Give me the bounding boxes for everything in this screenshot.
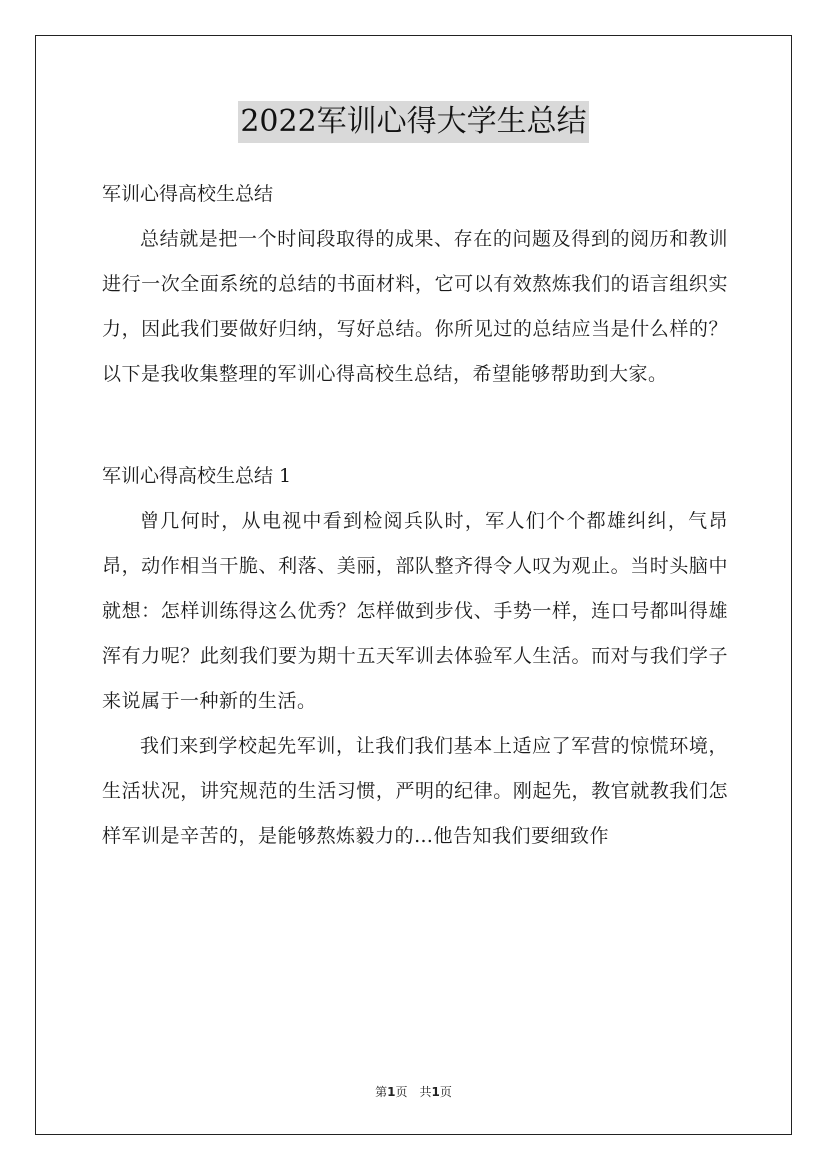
document-body bbox=[102, 172, 728, 859]
page-footer bbox=[0, 1083, 827, 1100]
body-paragraph-2: 我们来到学校起先军训，让我们我们基本上适应了军营的惊慌环境，生活状况，讲究规范的生活习惯，严明的纪律。刚起先，教官就教我们怎样军训是辛苦的，是能够熬炼毅力的…他告知我们要细致作 bbox=[102, 735, 728, 847]
body-paragraph-1: 曾几何时，从电视中看到检阅兵队时，军人们个个都雄纠纠，气昂昂，动作相当干脆、利落、美丽，部队整齐得令人叹为观止。当时头脑中就想：怎样训练得这么优秀？怎样做到步伐、手势一样，连口号都叫得雄浑有力呢？此刻我们要为期十五天军训去体验军人生活。而对与我们学子来说属于一种新的生活。 bbox=[102, 510, 728, 712]
section-heading-intro: 军训心得高校生总结 bbox=[102, 183, 274, 205]
document-title: 2022军训心得大学生总结 bbox=[238, 101, 588, 143]
footer-page-prefix: 第 bbox=[375, 1085, 388, 1099]
footer-page-mid: 页 共 bbox=[395, 1085, 432, 1099]
footer-page-number: 1 bbox=[387, 1085, 396, 1099]
footer-total-pages: 1 bbox=[431, 1085, 440, 1099]
section-spacer bbox=[102, 397, 728, 454]
section-heading-1: 军训心得高校生总结 1 bbox=[102, 465, 292, 487]
intro-paragraph: 总结就是把一个时间段取得的成果、存在的问题及得到的阅历和教训进行一次全面系统的总结的书面材料，它可以有效熬炼我们的语言组织实力，因此我们要做好归纳，写好总结。你所见过的总结应当是什么样的？以下是我收集整理的军训心得高校生总结，希望能够帮助到大家。 bbox=[102, 228, 728, 385]
footer-page-suffix: 页 bbox=[439, 1085, 452, 1099]
title-container bbox=[0, 101, 827, 143]
